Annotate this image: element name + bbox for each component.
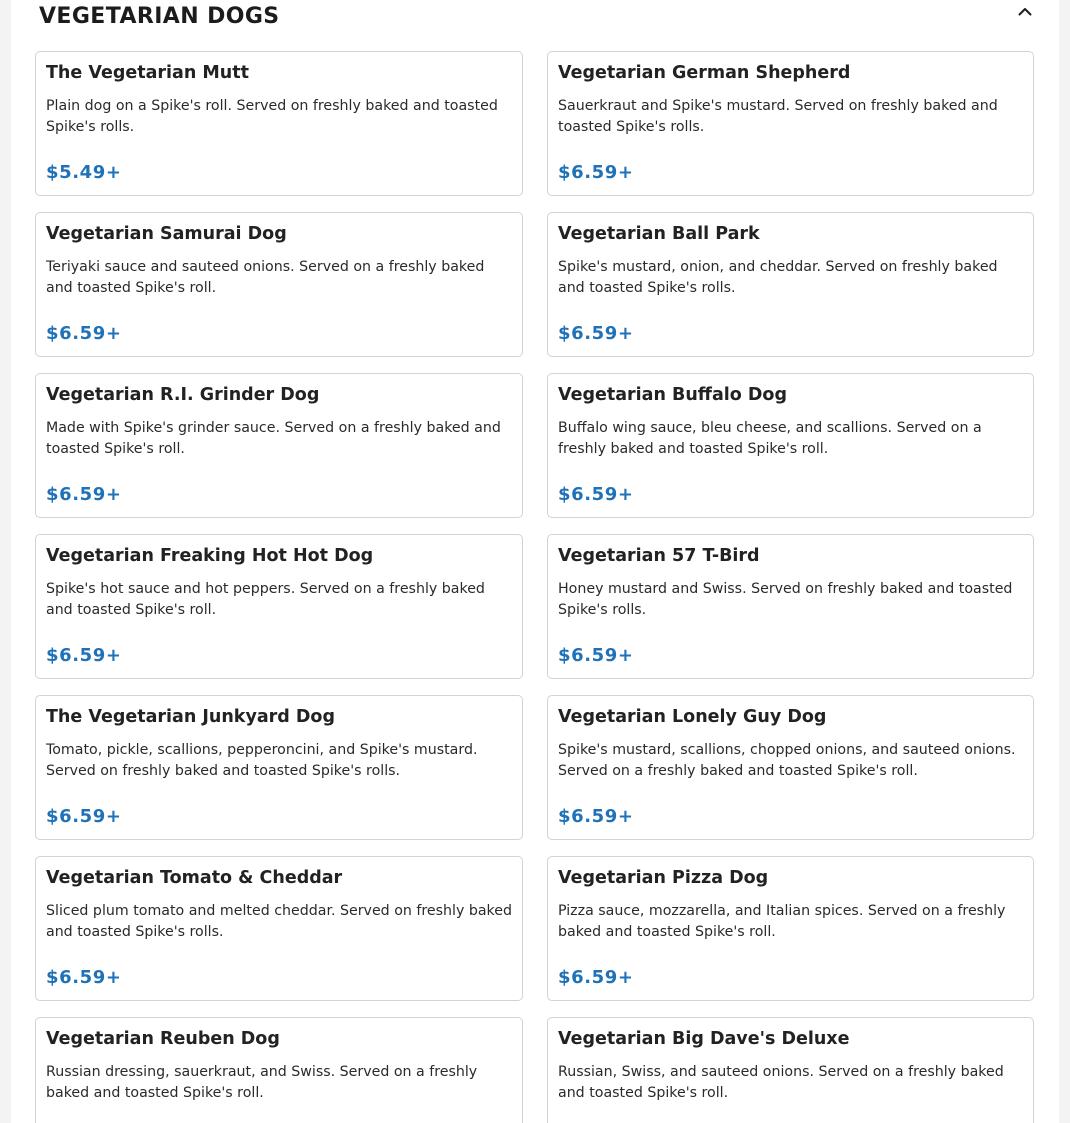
menu-item-name: Vegetarian Lonely Guy Dog bbox=[558, 707, 827, 727]
menu-item-description: Honey mustard and Swiss. Served on freshly baked and toasted Spike's rolls. bbox=[558, 581, 1013, 618]
menu-item-card[interactable] bbox=[35, 51, 523, 196]
menu-item-name: Vegetarian Ball Park bbox=[558, 224, 760, 244]
menu-item-price: $6.59+ bbox=[558, 645, 634, 666]
menu-item-price: $6.59+ bbox=[46, 323, 122, 344]
menu-item-card[interactable] bbox=[547, 212, 1034, 357]
menu-item-price: $6.59+ bbox=[558, 323, 634, 344]
collapse-section-button[interactable] bbox=[1013, 0, 1037, 22]
menu-item-name: Vegetarian Big Dave's Deluxe bbox=[558, 1029, 850, 1049]
menu-item-price: $6.59+ bbox=[558, 484, 634, 505]
menu-item-name: Vegetarian 57 T-Bird bbox=[558, 546, 760, 566]
menu-item-price: $6.59+ bbox=[46, 645, 122, 666]
menu-item-name: Vegetarian German Shepherd bbox=[558, 63, 851, 83]
menu-item-name: The Vegetarian Mutt bbox=[46, 63, 249, 83]
menu-item-card[interactable] bbox=[35, 534, 523, 679]
menu-item-price: $5.49+ bbox=[46, 162, 122, 183]
menu-item-name: Vegetarian Pizza Dog bbox=[558, 868, 769, 888]
menu-item-price: $6.59+ bbox=[558, 967, 634, 988]
menu-item-description: Russian, Swiss, and sauteed onions. Served on a freshly baked and toasted Spike's roll. bbox=[558, 1064, 1004, 1101]
menu-item-name: Vegetarian Tomato & Cheddar bbox=[46, 868, 343, 888]
menu-item-name: Vegetarian R.I. Grinder Dog bbox=[46, 385, 320, 405]
menu-item-price: $6.59+ bbox=[558, 162, 634, 183]
menu-item-card[interactable] bbox=[547, 856, 1034, 1001]
menu-item-description: Sliced plum tomato and melted cheddar. Served on freshly baked and toasted Spike's rolls. bbox=[46, 903, 512, 940]
menu-item-card[interactable] bbox=[35, 373, 523, 518]
menu-item-price: $6.59+ bbox=[46, 806, 122, 827]
menu-item-name: Vegetarian Reuben Dog bbox=[46, 1029, 280, 1049]
menu-item-card[interactable] bbox=[547, 534, 1034, 679]
menu-item-name: The Vegetarian Junkyard Dog bbox=[46, 707, 335, 727]
menu-item-description: Spike's hot sauce and hot peppers. Served on a freshly baked and toasted Spike's roll. bbox=[46, 581, 485, 618]
menu-item-card[interactable] bbox=[547, 1017, 1034, 1123]
menu-item-card[interactable] bbox=[35, 695, 523, 840]
menu-item-card[interactable] bbox=[35, 212, 523, 357]
menu-section-panel bbox=[11, 0, 1059, 1123]
menu-item-description: Spike's mustard, scallions, chopped onions, and sauteed onions. Served on a freshly baked and toasted Spike's roll. bbox=[558, 742, 1016, 779]
menu-item-description: Made with Spike's grinder sauce. Served on a freshly baked and toasted Spike's roll. bbox=[46, 420, 501, 457]
section-title: VEGETARIAN DOGS bbox=[39, 4, 280, 29]
menu-item-name: Vegetarian Samurai Dog bbox=[46, 224, 287, 244]
menu-item-description: Plain dog on a Spike's roll. Served on freshly baked and toasted Spike's rolls. bbox=[46, 98, 498, 135]
menu-item-price: $6.59+ bbox=[46, 484, 122, 505]
menu-item-price: $6.59+ bbox=[558, 806, 634, 827]
menu-item-description: Teriyaki sauce and sauteed onions. Served on a freshly baked and toasted Spike's roll. bbox=[46, 259, 485, 296]
menu-items-grid bbox=[35, 51, 1034, 1123]
menu-item-name: Vegetarian Buffalo Dog bbox=[558, 385, 787, 405]
menu-item-card[interactable] bbox=[35, 856, 523, 1001]
menu-item-card[interactable] bbox=[547, 695, 1034, 840]
chevron-up-icon bbox=[1018, 7, 1032, 16]
menu-item-description: Russian dressing, sauerkraut, and Swiss. Served on a freshly baked and toasted Spike's roll. bbox=[46, 1064, 478, 1101]
menu-item-card[interactable] bbox=[547, 373, 1034, 518]
menu-item-description: Pizza sauce, mozzarella, and Italian spices. Served on a freshly baked and toasted Spike's roll. bbox=[558, 903, 1006, 940]
menu-item-card[interactable] bbox=[547, 51, 1034, 196]
menu-item-price: $6.59+ bbox=[46, 967, 122, 988]
menu-item-description: Tomato, pickle, scallions, pepperoncini, and Spike's mustard. Served on freshly baked and toasted Spike's rolls. bbox=[46, 742, 478, 779]
menu-item-description: Spike's mustard, onion, and cheddar. Served on freshly baked and toasted Spike's rolls. bbox=[558, 259, 998, 296]
menu-item-name: Vegetarian Freaking Hot Hot Dog bbox=[46, 546, 374, 566]
menu-item-card[interactable] bbox=[35, 1017, 523, 1123]
menu-item-description: Sauerkraut and Spike's mustard. Served on freshly baked and toasted Spike's rolls. bbox=[558, 98, 998, 135]
menu-item-description: Buffalo wing sauce, bleu cheese, and scallions. Served on a freshly baked and toasted Spike's roll. bbox=[558, 420, 982, 457]
